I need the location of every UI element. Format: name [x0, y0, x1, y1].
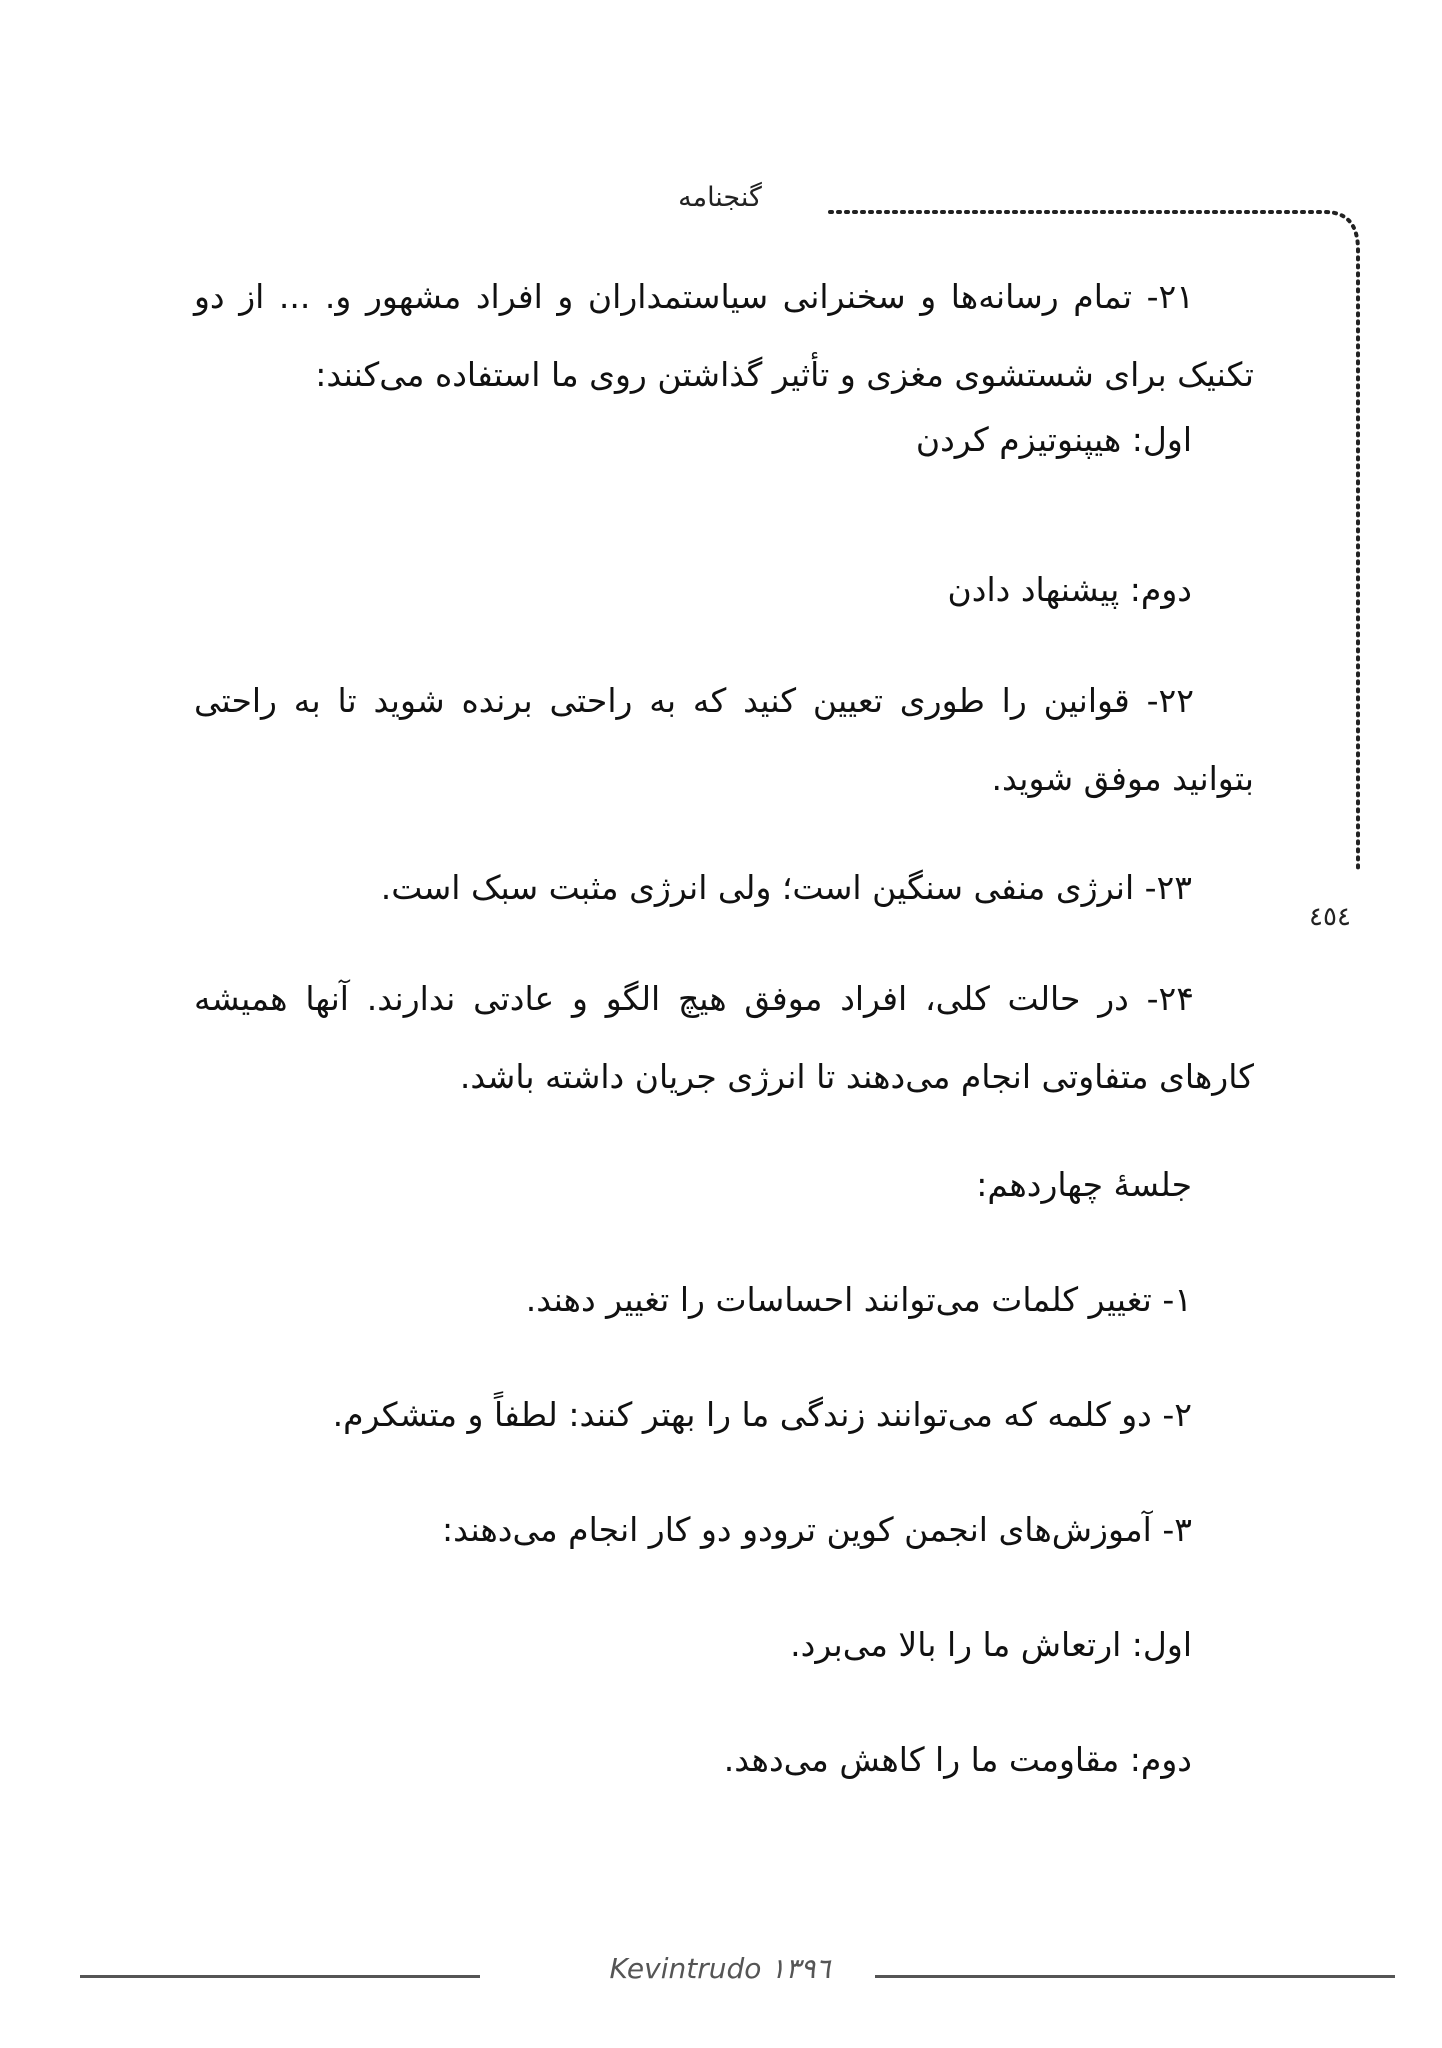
paragraph-22: ۲۲- قوانین را طوری تعیین کنید که به راحتی برنده شوید تا به راحتی بتوانید موفق شوید.	[194, 681, 1254, 798]
footer-rule-left	[80, 1975, 480, 1978]
list-line-first: اول: هیپنوتیزم کردن	[915, 420, 1192, 459]
list-line-second-b: دوم: مقاومت ما را کاهش می‌دهد.	[723, 1740, 1192, 1779]
list-line-first-b: اول: ارتعاش ما را بالا می‌برد.	[790, 1625, 1192, 1664]
list-item-3: ۳- آموزش‌های انجمن کوین ترودو دو کار انجام می‌دهند:	[442, 1510, 1192, 1549]
paragraph-24: ۲۴- در حالت کلی، افراد موفق هیچ الگو و عادتی ندارند. آنها همیشه کارهای متفاوتی انجام می‌دهند تا انرژی جریان داشته باشد.	[194, 979, 1254, 1096]
section-heading: جلسهٔ چهاردهم:	[976, 1165, 1192, 1204]
list-item-1: ۱- تغییر کلمات می‌توانند احساسات را تغییر دهند.	[525, 1280, 1192, 1319]
paragraph-21: ۲۱- تمام رسانه‌ها و سخنرانی سیاستمداران و افراد مشهور و. ... از دو تکنیک برای شستشوی مغزی و تأثیر گذاشتن روی ما استفاده می‌کنند:	[194, 277, 1254, 394]
footer-rule-right	[875, 1975, 1395, 1978]
list-line-second: دوم: پیشنهاد دادن	[947, 570, 1192, 609]
list-item-2: ۲- دو کلمه که می‌توانند زندگی ما را بهتر کنند: لطفاً و متشکرم.	[332, 1395, 1192, 1434]
paragraph-23: ۲۳- انرژی منفی سنگین است؛ ولی انرژی مثبت سبک است.	[380, 868, 1192, 907]
page-header-title: گنجنامه	[678, 182, 762, 213]
page-number: ٤٥٤	[1309, 902, 1351, 932]
footer-text: Kevintrudo ۱۳۹٦	[609, 1952, 831, 1985]
